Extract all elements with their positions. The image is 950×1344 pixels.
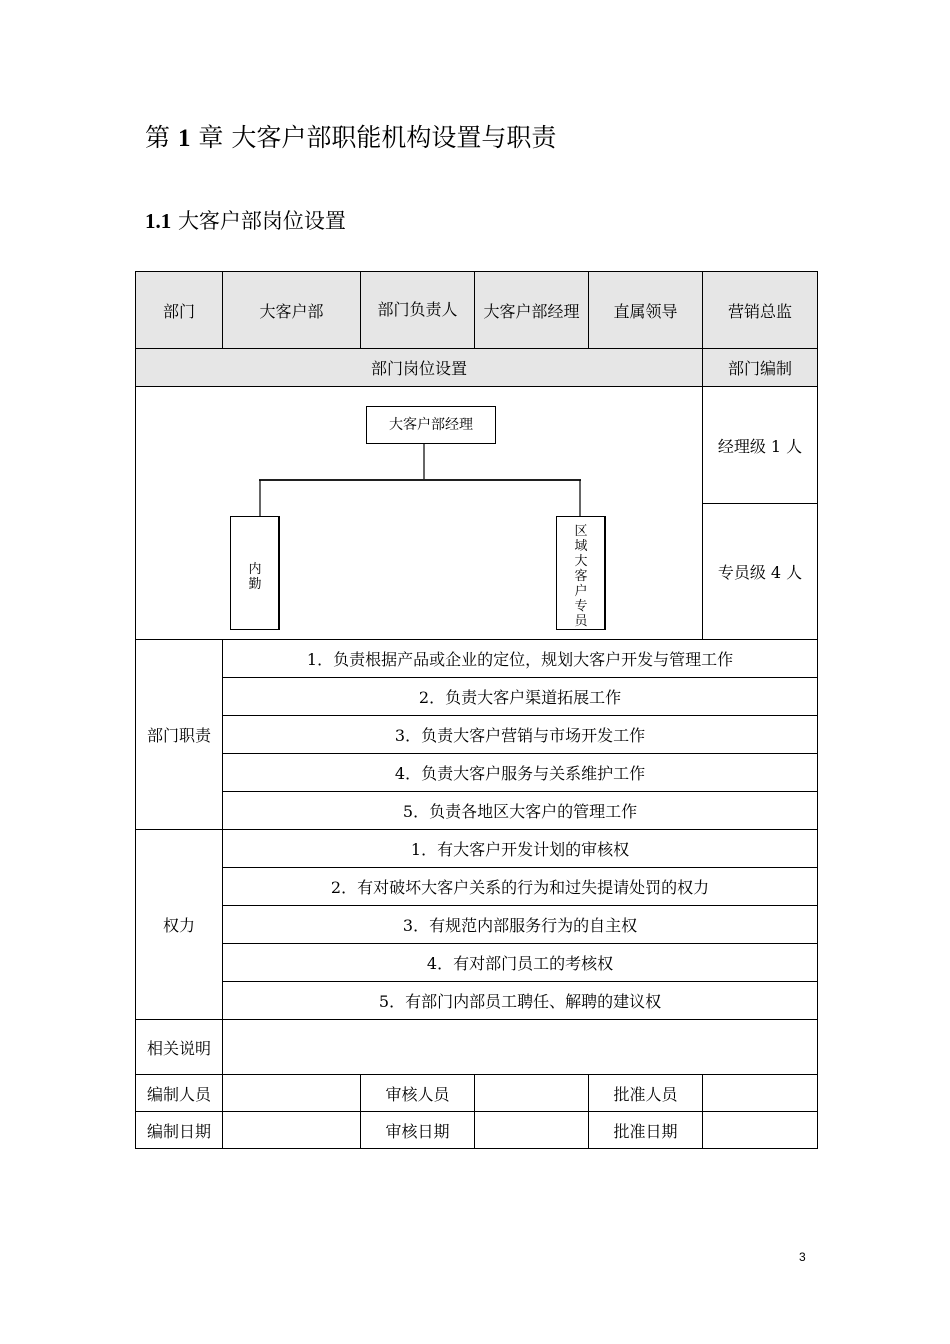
chapter-text: 章 大客户部职能机构设置与职责 — [198, 123, 557, 152]
power-row — [136, 830, 818, 868]
org-box-regional — [556, 516, 606, 630]
reviewed-by-label: 审核人员 — [361, 1075, 475, 1112]
approved-date-value — [703, 1112, 818, 1149]
power-row — [136, 868, 818, 906]
subheader-staffing: 部门编制 — [703, 349, 818, 387]
duty-row — [136, 792, 818, 830]
power-item: 2．有对破坏大客户关系的行为和过失提请处罚的权力 — [223, 868, 818, 906]
power-item: 4．有对部门员工的考核权 — [223, 944, 818, 982]
duty-item: 5．负责各地区大客户的管理工作 — [223, 792, 818, 830]
power-row — [136, 906, 818, 944]
notes-value — [223, 1020, 818, 1075]
org-box-admin — [230, 516, 280, 630]
power-row — [136, 982, 818, 1020]
org-chart-connectors — [136, 387, 701, 639]
header-row — [136, 272, 818, 349]
section-title — [145, 205, 346, 235]
prepared-by-value — [223, 1075, 361, 1112]
header-cell-dept-label: 部门 — [136, 272, 223, 349]
chapter-title — [145, 118, 556, 154]
page-number: 3 — [799, 1250, 806, 1264]
staffing-specialist: 专员级 4 人 — [703, 504, 818, 640]
org-box-regional-label: 区域大客户专员 — [574, 524, 588, 629]
prepared-by-label: 编制人员 — [136, 1075, 223, 1112]
duty-row — [136, 716, 818, 754]
reviewed-date-value — [475, 1112, 589, 1149]
header-cell-leader-label: 直属领导 — [589, 272, 703, 349]
approved-by-value — [703, 1075, 818, 1112]
subheader-positions: 部门岗位设置 — [136, 349, 703, 387]
power-item: 3．有规范内部服务行为的自主权 — [223, 906, 818, 944]
duty-item: 1．负责根据产品或企业的定位，规划大客户开发与管理工作 — [223, 640, 818, 678]
subheader-row — [136, 349, 818, 387]
chart-row-top — [136, 387, 818, 504]
duty-row — [136, 678, 818, 716]
org-box-admin-label: 内勤 — [248, 562, 262, 592]
org-box-manager: 大客户部经理 — [366, 406, 496, 444]
power-item: 1．有大客户开发计划的审核权 — [223, 830, 818, 868]
duties-label: 部门职责 — [136, 640, 223, 830]
approved-date-label: 批准日期 — [589, 1112, 703, 1149]
section-number: 1.1 — [145, 209, 172, 233]
header-cell-leader-value: 营销总监 — [703, 272, 818, 349]
sign-row — [136, 1075, 818, 1112]
header-cell-head-value: 大客户部经理 — [475, 272, 589, 349]
prepared-date-label: 编制日期 — [136, 1112, 223, 1149]
chapter-number: 1 — [177, 125, 191, 152]
duty-item: 2．负责大客户渠道拓展工作 — [223, 678, 818, 716]
date-row — [136, 1112, 818, 1149]
notes-row — [136, 1020, 818, 1075]
header-cell-dept-value: 大客户部 — [223, 272, 361, 349]
duty-item: 3．负责大客户营销与市场开发工作 — [223, 716, 818, 754]
power-item: 5．有部门内部员工聘任、解聘的建议权 — [223, 982, 818, 1020]
org-chart — [136, 387, 702, 639]
chapter-prefix: 第 — [145, 123, 171, 152]
notes-label: 相关说明 — [136, 1020, 223, 1075]
duty-row — [136, 640, 818, 678]
duty-row — [136, 754, 818, 792]
powers-label: 权力 — [136, 830, 223, 1020]
reviewed-date-label: 审核日期 — [361, 1112, 475, 1149]
staffing-manager: 经理级 1 人 — [703, 387, 818, 504]
duty-item: 4．负责大客户服务与关系维护工作 — [223, 754, 818, 792]
header-cell-head-label: 部门负责人 — [361, 272, 475, 349]
power-row — [136, 944, 818, 982]
reviewed-by-value — [475, 1075, 589, 1112]
org-chart-cell — [136, 387, 703, 640]
section-text: 大客户部岗位设置 — [177, 209, 346, 233]
position-table — [135, 271, 818, 1149]
approved-by-label: 批准人员 — [589, 1075, 703, 1112]
prepared-date-value — [223, 1112, 361, 1149]
